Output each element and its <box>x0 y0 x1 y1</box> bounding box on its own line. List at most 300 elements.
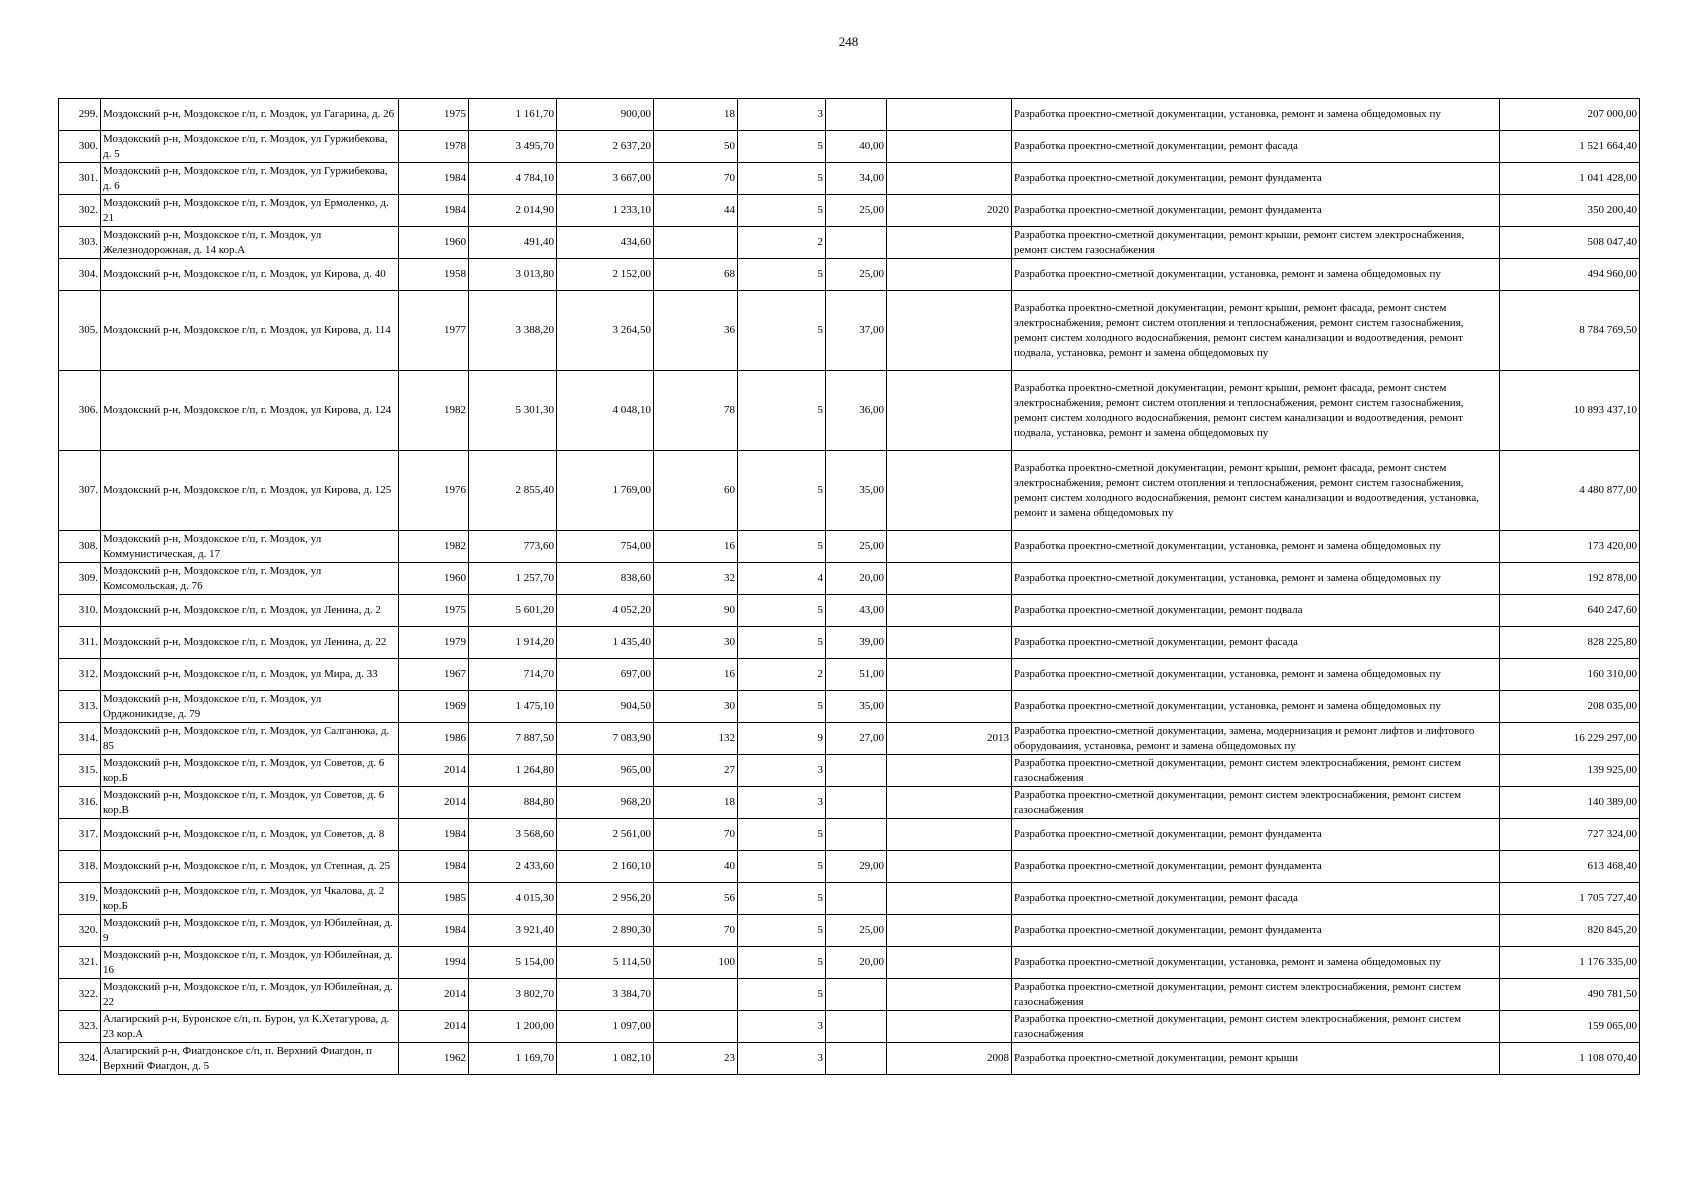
cost-cell: 640 247,60 <box>1500 595 1640 627</box>
address-cell: Моздокский р-н, Моздокское г/п, г. Моздок, ул Железнодорожная, д. 14 кор.А <box>101 227 399 259</box>
last-repair-year-cell <box>887 227 1012 259</box>
last-repair-year-cell <box>887 99 1012 131</box>
row-number: 309. <box>59 563 101 595</box>
address-cell: Моздокский р-н, Моздокское г/п, г. Моздок, ул Коммунистическая, д. 17 <box>101 531 399 563</box>
area-residential-cell: 4 052,20 <box>557 595 654 627</box>
area-residential-cell: 968,20 <box>557 787 654 819</box>
works-description-cell: Разработка проектно-сметной документации, ремонт крыши, ремонт фасада, ремонт систем электроснабжения, ремонт систем отопления и теплоснабжения, ремонт систем газоснабжения, ремонт систем холодного водоснабжения, ремонт систем канализации и водоотведения, ремонт подвала, установка, ремонт и замена общедомовых пу <box>1012 291 1500 371</box>
residents-cell: 16 <box>654 659 738 691</box>
address-cell: Моздокский р-н, Моздокское г/п, г. Моздок, ул Гуржибекова, д. 6 <box>101 163 399 195</box>
floors-cell: 5 <box>738 451 826 531</box>
floors-cell: 5 <box>738 291 826 371</box>
area-total-cell: 7 887,50 <box>469 723 557 755</box>
address-cell: Моздокский р-н, Моздокское г/п, г. Моздок, ул Гуржибекова, д. 5 <box>101 131 399 163</box>
area-total-cell: 5 601,20 <box>469 595 557 627</box>
address-cell: Алагирский р-н, Буронское с/п, п. Бурон, ул К.Хетагурова, д. 23 кор.А <box>101 1011 399 1043</box>
address-cell: Моздокский р-н, Моздокское г/п, г. Моздок, ул Кирова, д. 125 <box>101 451 399 531</box>
works-description-cell: Разработка проектно-сметной документации, ремонт крыши, ремонт фасада, ремонт систем электроснабжения, ремонт систем отопления и теплоснабжения, ремонт систем газоснабжения, ремонт систем холодного водоснабжения, ремонт систем канализации и водоотведения, ремонт подвала, установка, ремонт и замена общедомовых пу <box>1012 371 1500 451</box>
address-cell: Моздокский р-н, Моздокское г/п, г. Моздок, ул Кирова, д. 124 <box>101 371 399 451</box>
year-cell: 1984 <box>399 819 469 851</box>
cost-cell: 192 878,00 <box>1500 563 1640 595</box>
table-row <box>59 99 1640 131</box>
works-description-cell: Разработка проектно-сметной документации, установка, ремонт и замена общедомовых пу <box>1012 691 1500 723</box>
area-residential-cell: 1 769,00 <box>557 451 654 531</box>
address-cell: Алагирский р-н, Фиагдонское с/п, п. Верхний Фиагдон, п Верхний Фиагдон, д. 5 <box>101 1043 399 1075</box>
area-total-cell: 884,80 <box>469 787 557 819</box>
wear-percent-cell: 43,00 <box>826 595 887 627</box>
residents-cell: 27 <box>654 755 738 787</box>
cost-cell: 613 468,40 <box>1500 851 1640 883</box>
floors-cell: 5 <box>738 915 826 947</box>
wear-percent-cell <box>826 787 887 819</box>
wear-percent-cell: 35,00 <box>826 451 887 531</box>
works-description-cell: Разработка проектно-сметной документации, установка, ремонт и замена общедомовых пу <box>1012 99 1500 131</box>
cost-cell: 1 041 428,00 <box>1500 163 1640 195</box>
year-cell: 1967 <box>399 659 469 691</box>
works-description-cell: Разработка проектно-сметной документации, ремонт крыши, ремонт систем электроснабжения, ремонт систем газоснабжения <box>1012 227 1500 259</box>
address-cell: Моздокский р-н, Моздокское г/п, г. Моздок, ул Ленина, д. 22 <box>101 627 399 659</box>
address-cell: Моздокский р-н, Моздокское г/п, г. Моздок, ул Комсомольская, д. 76 <box>101 563 399 595</box>
works-description-cell: Разработка проектно-сметной документации, ремонт крыши, ремонт фасада, ремонт систем электроснабжения, ремонт систем отопления и теплоснабжения, ремонт систем газоснабжения, ремонт систем холодного водоснабжения, ремонт систем канализации и водоотведения, установка, ремонт и замена общедомовых пу <box>1012 451 1500 531</box>
row-number: 319. <box>59 883 101 915</box>
area-residential-cell: 1 082,10 <box>557 1043 654 1075</box>
row-number: 313. <box>59 691 101 723</box>
last-repair-year-cell: 2008 <box>887 1043 1012 1075</box>
area-residential-cell: 434,60 <box>557 227 654 259</box>
wear-percent-cell <box>826 99 887 131</box>
address-cell: Моздокский р-н, Моздокское г/п, г. Моздок, ул Чкалова, д. 2 кор.Б <box>101 883 399 915</box>
works-description-cell: Разработка проектно-сметной документации, ремонт систем электроснабжения, ремонт систем газоснабжения <box>1012 1011 1500 1043</box>
floors-cell: 3 <box>738 99 826 131</box>
last-repair-year-cell <box>887 595 1012 627</box>
year-cell: 1969 <box>399 691 469 723</box>
cost-cell: 1 108 070,40 <box>1500 1043 1640 1075</box>
residents-cell: 50 <box>654 131 738 163</box>
cost-cell: 140 389,00 <box>1500 787 1640 819</box>
area-total-cell: 2 014,90 <box>469 195 557 227</box>
area-total-cell: 491,40 <box>469 227 557 259</box>
last-repair-year-cell <box>887 947 1012 979</box>
last-repair-year-cell <box>887 755 1012 787</box>
residents-cell <box>654 1011 738 1043</box>
last-repair-year-cell <box>887 979 1012 1011</box>
area-residential-cell: 697,00 <box>557 659 654 691</box>
wear-percent-cell: 25,00 <box>826 531 887 563</box>
floors-cell: 5 <box>738 259 826 291</box>
area-residential-cell: 904,50 <box>557 691 654 723</box>
year-cell: 1978 <box>399 131 469 163</box>
works-description-cell: Разработка проектно-сметной документации, ремонт фасада <box>1012 627 1500 659</box>
floors-cell: 5 <box>738 883 826 915</box>
residents-cell: 30 <box>654 627 738 659</box>
residents-cell <box>654 979 738 1011</box>
residents-cell: 30 <box>654 691 738 723</box>
table-row <box>59 915 1640 947</box>
area-total-cell: 1 257,70 <box>469 563 557 595</box>
row-number: 303. <box>59 227 101 259</box>
area-residential-cell: 1 233,10 <box>557 195 654 227</box>
table-row <box>59 595 1640 627</box>
row-number: 312. <box>59 659 101 691</box>
area-total-cell: 1 161,70 <box>469 99 557 131</box>
cost-cell: 1 705 727,40 <box>1500 883 1640 915</box>
area-residential-cell: 838,60 <box>557 563 654 595</box>
row-number: 307. <box>59 451 101 531</box>
cost-cell: 820 845,20 <box>1500 915 1640 947</box>
address-cell: Моздокский р-н, Моздокское г/п, г. Моздок, ул Гагарина, д. 26 <box>101 99 399 131</box>
cost-cell: 1 176 335,00 <box>1500 947 1640 979</box>
last-repair-year-cell <box>887 163 1012 195</box>
table-row <box>59 787 1640 819</box>
area-residential-cell: 5 114,50 <box>557 947 654 979</box>
floors-cell: 5 <box>738 851 826 883</box>
last-repair-year-cell <box>887 787 1012 819</box>
residents-cell: 18 <box>654 787 738 819</box>
floors-cell: 5 <box>738 627 826 659</box>
row-number: 315. <box>59 755 101 787</box>
area-total-cell: 1 169,70 <box>469 1043 557 1075</box>
last-repair-year-cell <box>887 1011 1012 1043</box>
table-row <box>59 371 1640 451</box>
address-cell: Моздокский р-н, Моздокское г/п, г. Моздок, ул Юбилейная, д. 16 <box>101 947 399 979</box>
address-cell: Моздокский р-н, Моздокское г/п, г. Моздок, ул Кирова, д. 40 <box>101 259 399 291</box>
works-description-cell: Разработка проектно-сметной документации, ремонт фундамента <box>1012 915 1500 947</box>
residents-cell: 56 <box>654 883 738 915</box>
residents-cell: 68 <box>654 259 738 291</box>
works-description-cell: Разработка проектно-сметной документации, ремонт фундамента <box>1012 819 1500 851</box>
wear-percent-cell <box>826 979 887 1011</box>
wear-percent-cell: 39,00 <box>826 627 887 659</box>
area-residential-cell: 4 048,10 <box>557 371 654 451</box>
address-cell: Моздокский р-н, Моздокское г/п, г. Моздок, ул Салганюка, д. 85 <box>101 723 399 755</box>
residents-cell: 100 <box>654 947 738 979</box>
area-total-cell: 3 388,20 <box>469 291 557 371</box>
last-repair-year-cell <box>887 531 1012 563</box>
address-cell: Моздокский р-н, Моздокское г/п, г. Моздок, ул Юбилейная, д. 22 <box>101 979 399 1011</box>
address-cell: Моздокский р-н, Моздокское г/п, г. Моздок, ул Орджоникидзе, д. 79 <box>101 691 399 723</box>
table-row <box>59 723 1640 755</box>
works-description-cell: Разработка проектно-сметной документации, ремонт фундамента <box>1012 851 1500 883</box>
last-repair-year-cell <box>887 627 1012 659</box>
cost-cell: 207 000,00 <box>1500 99 1640 131</box>
row-number: 321. <box>59 947 101 979</box>
row-number: 322. <box>59 979 101 1011</box>
last-repair-year-cell <box>887 563 1012 595</box>
table-row <box>59 227 1640 259</box>
residents-cell: 70 <box>654 819 738 851</box>
residents-cell: 18 <box>654 99 738 131</box>
year-cell: 1960 <box>399 227 469 259</box>
area-residential-cell: 3 264,50 <box>557 291 654 371</box>
residents-cell: 70 <box>654 915 738 947</box>
address-cell: Моздокский р-н, Моздокское г/п, г. Моздок, ул Юбилейная, д. 9 <box>101 915 399 947</box>
address-cell: Моздокский р-н, Моздокское г/п, г. Моздок, ул Ленина, д. 2 <box>101 595 399 627</box>
last-repair-year-cell <box>887 291 1012 371</box>
year-cell: 2014 <box>399 755 469 787</box>
residents-cell: 23 <box>654 1043 738 1075</box>
wear-percent-cell <box>826 1011 887 1043</box>
wear-percent-cell: 25,00 <box>826 915 887 947</box>
last-repair-year-cell <box>887 915 1012 947</box>
cost-cell: 8 784 769,50 <box>1500 291 1640 371</box>
area-total-cell: 4 784,10 <box>469 163 557 195</box>
wear-percent-cell: 20,00 <box>826 563 887 595</box>
row-number: 314. <box>59 723 101 755</box>
table-row <box>59 883 1640 915</box>
cost-cell: 1 521 664,40 <box>1500 131 1640 163</box>
cost-cell: 160 310,00 <box>1500 659 1640 691</box>
row-number: 302. <box>59 195 101 227</box>
floors-cell: 5 <box>738 819 826 851</box>
address-cell: Моздокский р-н, Моздокское г/п, г. Моздок, ул Советов, д. 8 <box>101 819 399 851</box>
table-row <box>59 627 1640 659</box>
area-total-cell: 3 013,80 <box>469 259 557 291</box>
works-description-cell: Разработка проектно-сметной документации, установка, ремонт и замена общедомовых пу <box>1012 947 1500 979</box>
works-description-cell: Разработка проектно-сметной документации, замена, модернизация и ремонт лифтов и лифтового оборудования, установка, ремонт и замена общедомовых пу <box>1012 723 1500 755</box>
last-repair-year-cell: 2020 <box>887 195 1012 227</box>
year-cell: 2014 <box>399 1011 469 1043</box>
area-total-cell: 714,70 <box>469 659 557 691</box>
cost-cell: 828 225,80 <box>1500 627 1640 659</box>
row-number: 311. <box>59 627 101 659</box>
area-total-cell: 5 301,30 <box>469 371 557 451</box>
floors-cell: 5 <box>738 195 826 227</box>
area-residential-cell: 2 637,20 <box>557 131 654 163</box>
residents-cell: 16 <box>654 531 738 563</box>
area-residential-cell: 7 083,90 <box>557 723 654 755</box>
cost-cell: 208 035,00 <box>1500 691 1640 723</box>
table-row <box>59 131 1640 163</box>
cost-cell: 350 200,40 <box>1500 195 1640 227</box>
table-row <box>59 531 1640 563</box>
floors-cell: 3 <box>738 755 826 787</box>
area-total-cell: 1 200,00 <box>469 1011 557 1043</box>
cost-cell: 16 229 297,00 <box>1500 723 1640 755</box>
wear-percent-cell <box>826 883 887 915</box>
area-residential-cell: 2 956,20 <box>557 883 654 915</box>
area-residential-cell: 2 152,00 <box>557 259 654 291</box>
year-cell: 1994 <box>399 947 469 979</box>
area-residential-cell: 1 435,40 <box>557 627 654 659</box>
table-row <box>59 291 1640 371</box>
area-total-cell: 2 855,40 <box>469 451 557 531</box>
area-total-cell: 1 264,80 <box>469 755 557 787</box>
cost-cell: 4 480 877,00 <box>1500 451 1640 531</box>
residents-cell: 44 <box>654 195 738 227</box>
works-description-cell: Разработка проектно-сметной документации, ремонт фасада <box>1012 131 1500 163</box>
row-number: 300. <box>59 131 101 163</box>
floors-cell: 5 <box>738 371 826 451</box>
floors-cell: 2 <box>738 227 826 259</box>
wear-percent-cell: 40,00 <box>826 131 887 163</box>
row-number: 323. <box>59 1011 101 1043</box>
row-number: 310. <box>59 595 101 627</box>
wear-percent-cell <box>826 819 887 851</box>
area-residential-cell: 900,00 <box>557 99 654 131</box>
row-number: 320. <box>59 915 101 947</box>
year-cell: 1979 <box>399 627 469 659</box>
residents-cell: 60 <box>654 451 738 531</box>
floors-cell: 5 <box>738 947 826 979</box>
repair-program-table <box>58 98 1640 1075</box>
table-row <box>59 1043 1640 1075</box>
cost-cell: 727 324,00 <box>1500 819 1640 851</box>
table-row <box>59 1011 1640 1043</box>
works-description-cell: Разработка проектно-сметной документации, ремонт фундамента <box>1012 163 1500 195</box>
row-number: 305. <box>59 291 101 371</box>
last-repair-year-cell <box>887 371 1012 451</box>
area-total-cell: 5 154,00 <box>469 947 557 979</box>
residents-cell: 36 <box>654 291 738 371</box>
row-number: 308. <box>59 531 101 563</box>
year-cell: 2014 <box>399 979 469 1011</box>
area-total-cell: 773,60 <box>469 531 557 563</box>
year-cell: 1975 <box>399 595 469 627</box>
area-residential-cell: 2 890,30 <box>557 915 654 947</box>
floors-cell: 3 <box>738 1043 826 1075</box>
area-residential-cell: 1 097,00 <box>557 1011 654 1043</box>
row-number: 317. <box>59 819 101 851</box>
floors-cell: 5 <box>738 595 826 627</box>
row-number: 316. <box>59 787 101 819</box>
last-repair-year-cell <box>887 659 1012 691</box>
row-number: 324. <box>59 1043 101 1075</box>
works-description-cell: Разработка проектно-сметной документации, ремонт фундамента <box>1012 195 1500 227</box>
floors-cell: 9 <box>738 723 826 755</box>
works-description-cell: Разработка проектно-сметной документации, установка, ремонт и замена общедомовых пу <box>1012 563 1500 595</box>
last-repair-year-cell <box>887 819 1012 851</box>
last-repair-year-cell <box>887 259 1012 291</box>
residents-cell: 70 <box>654 163 738 195</box>
cost-cell: 139 925,00 <box>1500 755 1640 787</box>
floors-cell: 5 <box>738 531 826 563</box>
wear-percent-cell: 34,00 <box>826 163 887 195</box>
cost-cell: 494 960,00 <box>1500 259 1640 291</box>
table-row <box>59 979 1640 1011</box>
floors-cell: 3 <box>738 1011 826 1043</box>
wear-percent-cell: 51,00 <box>826 659 887 691</box>
last-repair-year-cell <box>887 451 1012 531</box>
row-number: 301. <box>59 163 101 195</box>
works-description-cell: Разработка проектно-сметной документации, ремонт крыши <box>1012 1043 1500 1075</box>
wear-percent-cell: 27,00 <box>826 723 887 755</box>
wear-percent-cell: 37,00 <box>826 291 887 371</box>
last-repair-year-cell: 2013 <box>887 723 1012 755</box>
works-description-cell: Разработка проектно-сметной документации, установка, ремонт и замена общедомовых пу <box>1012 531 1500 563</box>
area-total-cell: 3 921,40 <box>469 915 557 947</box>
table-row <box>59 755 1640 787</box>
table-row <box>59 819 1640 851</box>
table-row <box>59 195 1640 227</box>
floors-cell: 5 <box>738 691 826 723</box>
address-cell: Моздокский р-н, Моздокское г/п, г. Моздок, ул Кирова, д. 114 <box>101 291 399 371</box>
last-repair-year-cell <box>887 883 1012 915</box>
address-cell: Моздокский р-н, Моздокское г/п, г. Моздок, ул Мира, д. 33 <box>101 659 399 691</box>
last-repair-year-cell <box>887 691 1012 723</box>
year-cell: 1985 <box>399 883 469 915</box>
residents-cell: 40 <box>654 851 738 883</box>
year-cell: 1977 <box>399 291 469 371</box>
residents-cell: 90 <box>654 595 738 627</box>
address-cell: Моздокский р-н, Моздокское г/п, г. Моздок, ул Степная, д. 25 <box>101 851 399 883</box>
year-cell: 1975 <box>399 99 469 131</box>
row-number: 318. <box>59 851 101 883</box>
works-description-cell: Разработка проектно-сметной документации, ремонт систем электроснабжения, ремонт систем газоснабжения <box>1012 787 1500 819</box>
year-cell: 1960 <box>399 563 469 595</box>
floors-cell: 3 <box>738 787 826 819</box>
cost-cell: 490 781,50 <box>1500 979 1640 1011</box>
residents-cell <box>654 227 738 259</box>
area-total-cell: 4 015,30 <box>469 883 557 915</box>
table-row <box>59 163 1640 195</box>
area-total-cell: 1 914,20 <box>469 627 557 659</box>
area-residential-cell: 3 384,70 <box>557 979 654 1011</box>
table-body <box>59 99 1640 1075</box>
cost-cell: 159 065,00 <box>1500 1011 1640 1043</box>
area-residential-cell: 965,00 <box>557 755 654 787</box>
year-cell: 1984 <box>399 195 469 227</box>
residents-cell: 78 <box>654 371 738 451</box>
cost-cell: 508 047,40 <box>1500 227 1640 259</box>
floors-cell: 5 <box>738 163 826 195</box>
wear-percent-cell: 35,00 <box>826 691 887 723</box>
area-total-cell: 3 802,70 <box>469 979 557 1011</box>
row-number: 299. <box>59 99 101 131</box>
table-row <box>59 563 1640 595</box>
table-row <box>59 947 1640 979</box>
wear-percent-cell: 36,00 <box>826 371 887 451</box>
address-cell: Моздокский р-н, Моздокское г/п, г. Моздок, ул Советов, д. 6 кор.Б <box>101 755 399 787</box>
wear-percent-cell: 25,00 <box>826 259 887 291</box>
works-description-cell: Разработка проектно-сметной документации, ремонт систем электроснабжения, ремонт систем газоснабжения <box>1012 979 1500 1011</box>
year-cell: 1984 <box>399 851 469 883</box>
cost-cell: 173 420,00 <box>1500 531 1640 563</box>
floors-cell: 2 <box>738 659 826 691</box>
area-residential-cell: 2 561,00 <box>557 819 654 851</box>
row-number: 304. <box>59 259 101 291</box>
wear-percent-cell: 20,00 <box>826 947 887 979</box>
last-repair-year-cell <box>887 851 1012 883</box>
table-row <box>59 851 1640 883</box>
wear-percent-cell <box>826 1043 887 1075</box>
year-cell: 1958 <box>399 259 469 291</box>
residents-cell: 32 <box>654 563 738 595</box>
area-total-cell: 2 433,60 <box>469 851 557 883</box>
last-repair-year-cell <box>887 131 1012 163</box>
year-cell: 1984 <box>399 163 469 195</box>
floors-cell: 5 <box>738 131 826 163</box>
works-description-cell: Разработка проектно-сметной документации, ремонт фасада <box>1012 883 1500 915</box>
cost-cell: 10 893 437,10 <box>1500 371 1640 451</box>
area-total-cell: 3 568,60 <box>469 819 557 851</box>
wear-percent-cell: 29,00 <box>826 851 887 883</box>
wear-percent-cell <box>826 227 887 259</box>
table-row <box>59 259 1640 291</box>
table-row <box>59 691 1640 723</box>
year-cell: 1962 <box>399 1043 469 1075</box>
year-cell: 1982 <box>399 531 469 563</box>
wear-percent-cell <box>826 755 887 787</box>
floors-cell: 4 <box>738 563 826 595</box>
residents-cell: 132 <box>654 723 738 755</box>
address-cell: Моздокский р-н, Моздокское г/п, г. Моздок, ул Советов, д. 6 кор.В <box>101 787 399 819</box>
address-cell: Моздокский р-н, Моздокское г/п, г. Моздок, ул Ермоленко, д. 21 <box>101 195 399 227</box>
table-row <box>59 451 1640 531</box>
year-cell: 1982 <box>399 371 469 451</box>
works-description-cell: Разработка проектно-сметной документации, ремонт систем электроснабжения, ремонт систем газоснабжения <box>1012 755 1500 787</box>
year-cell: 1976 <box>399 451 469 531</box>
works-description-cell: Разработка проектно-сметной документации, ремонт подвала <box>1012 595 1500 627</box>
